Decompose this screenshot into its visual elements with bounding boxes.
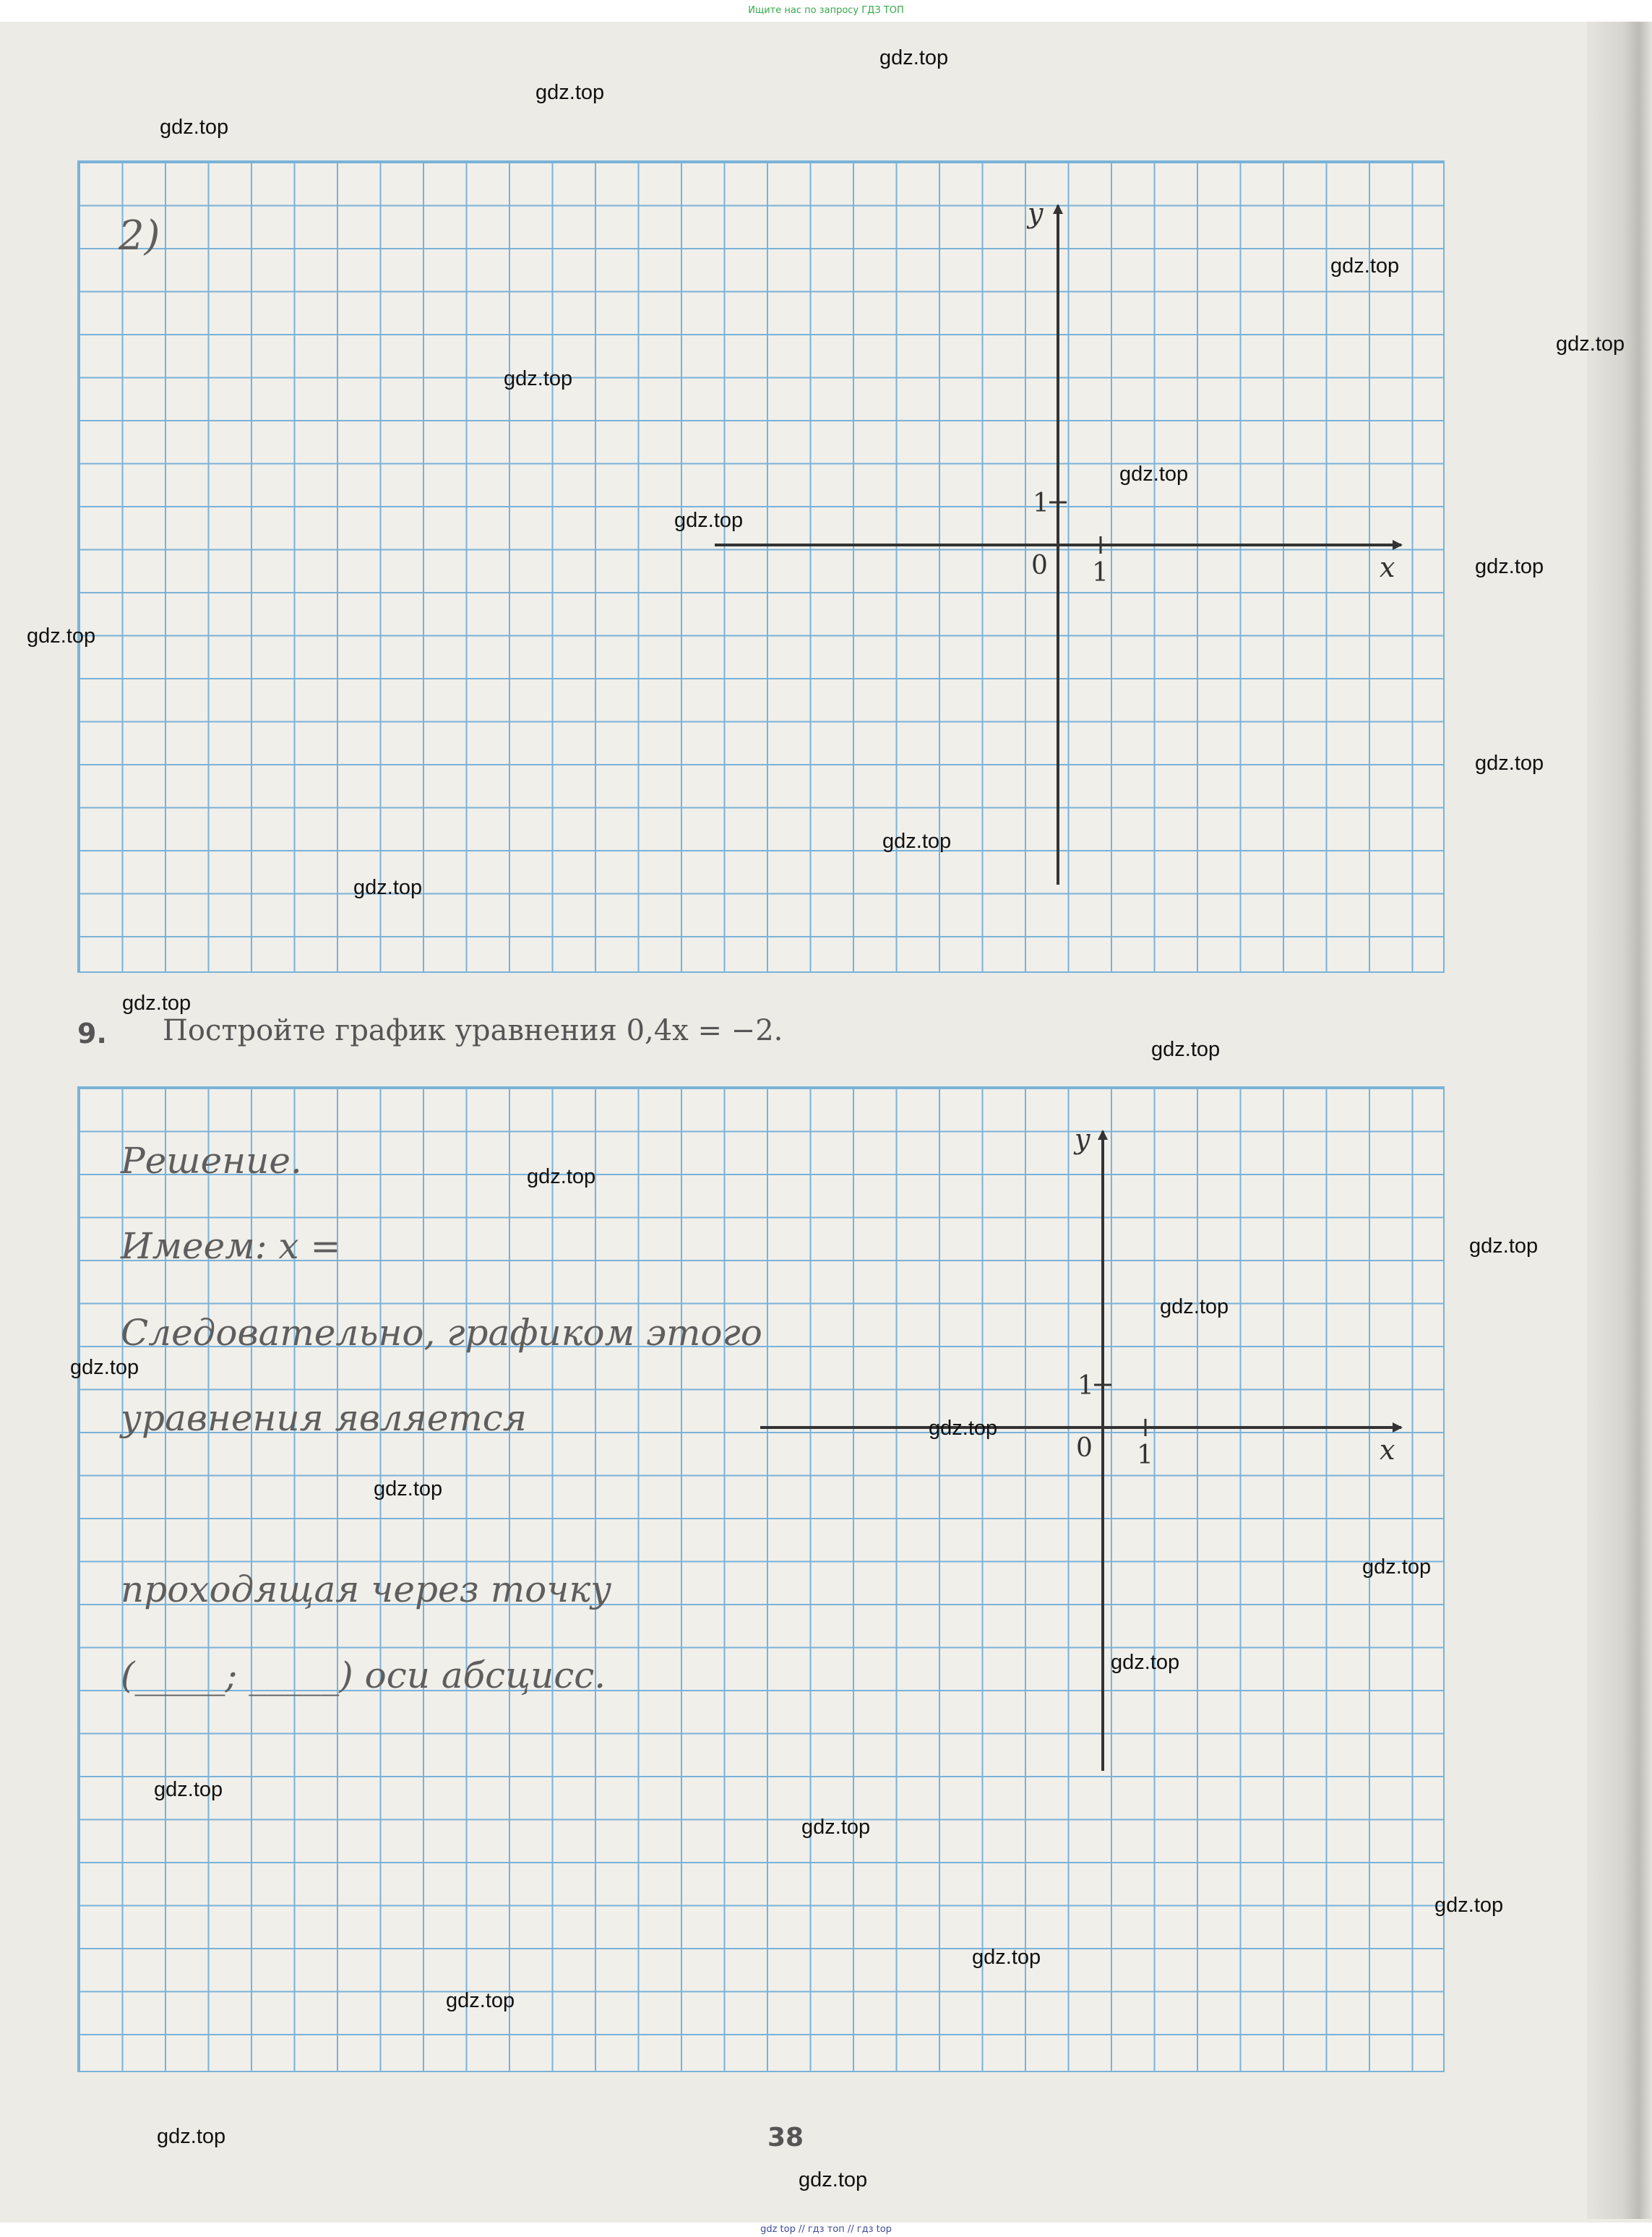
- task-number: 9.: [77, 1018, 107, 1049]
- watermark: gdz.top: [157, 2125, 226, 2148]
- graph-grid-task-9: [77, 1086, 1445, 2072]
- origin-label: 0: [1031, 551, 1048, 580]
- watermark: gdz.top: [446, 1989, 515, 2012]
- watermark: gdz.top: [879, 46, 949, 69]
- watermark: gdz.top: [1434, 1894, 1504, 1917]
- watermark: gdz.top: [154, 1778, 223, 1801]
- watermark: gdz.top: [504, 367, 573, 390]
- watermark: gdz.top: [27, 624, 96, 648]
- watermark: gdz.top: [1475, 555, 1544, 578]
- x-axis-label: x: [1380, 1434, 1395, 1466]
- watermark: gdz.top: [1469, 1235, 1539, 1258]
- watermark: gdz.top: [801, 1816, 871, 1839]
- watermark: gdz.top: [122, 992, 192, 1015]
- watermark: gdz.top: [1151, 1038, 1221, 1061]
- coordinate-axes-2: [79, 1088, 1446, 2074]
- watermark: gdz.top: [353, 876, 423, 899]
- part-label: 2): [119, 212, 160, 259]
- watermark: gdz.top: [160, 116, 229, 139]
- x-unit-label: 1: [1137, 1440, 1153, 1470]
- watermark: gdz.top: [674, 509, 744, 532]
- watermark: gdz.top: [1475, 752, 1544, 775]
- solution-line-through: проходящая через точку: [121, 1568, 612, 1610]
- watermark: gdz.top: [972, 1946, 1041, 1969]
- coordinate-axes-1: [79, 162, 1446, 974]
- watermark: gdz.top: [1111, 1651, 1180, 1674]
- watermark: gdz.top: [929, 1417, 998, 1440]
- bottom-banner[interactable]: gdz top // гдз топ // гдз top: [0, 2223, 1652, 2237]
- y-axis-label: y: [1075, 1123, 1090, 1155]
- watermark: gdz.top: [1330, 254, 1400, 278]
- watermark: gdz.top: [70, 1356, 139, 1379]
- watermark: gdz.top: [882, 830, 952, 853]
- task-statement: Постройте график уравнения 0,4x = −2.: [163, 1014, 783, 1047]
- y-unit-label: 1: [1077, 1371, 1094, 1401]
- y-unit-label: 1: [1033, 489, 1049, 518]
- watermark: gdz.top: [527, 1165, 596, 1188]
- watermark: gdz.top: [1119, 463, 1189, 486]
- origin-label: 0: [1076, 1433, 1093, 1463]
- watermark: gdz.top: [374, 1477, 443, 1500]
- solution-line-point: (_____; _____) оси абсцисс.: [121, 1654, 606, 1696]
- watermark: gdz.top: [1362, 1555, 1432, 1579]
- page-number: 38: [767, 2123, 804, 2152]
- watermark: gdz.top: [1160, 1295, 1229, 1318]
- solution-heading: Решение.: [121, 1140, 302, 1182]
- graph-grid-part-2: [77, 160, 1445, 973]
- x-axis-label: x: [1380, 551, 1395, 583]
- top-banner[interactable]: Ищите нас по запросу ГДЗ ТОП: [0, 0, 1652, 22]
- y-axis-label: y: [1028, 197, 1044, 229]
- x-unit-label: 1: [1092, 558, 1109, 588]
- watermark: gdz.top: [535, 81, 605, 104]
- solution-line-therefore: Следовательно, графиком этого: [121, 1312, 762, 1354]
- watermark: gdz.top: [799, 2168, 868, 2191]
- solution-line-is: уравнения является: [121, 1397, 527, 1439]
- solution-line-have: Имеем: x =: [121, 1225, 341, 1267]
- watermark: gdz.top: [1556, 332, 1625, 356]
